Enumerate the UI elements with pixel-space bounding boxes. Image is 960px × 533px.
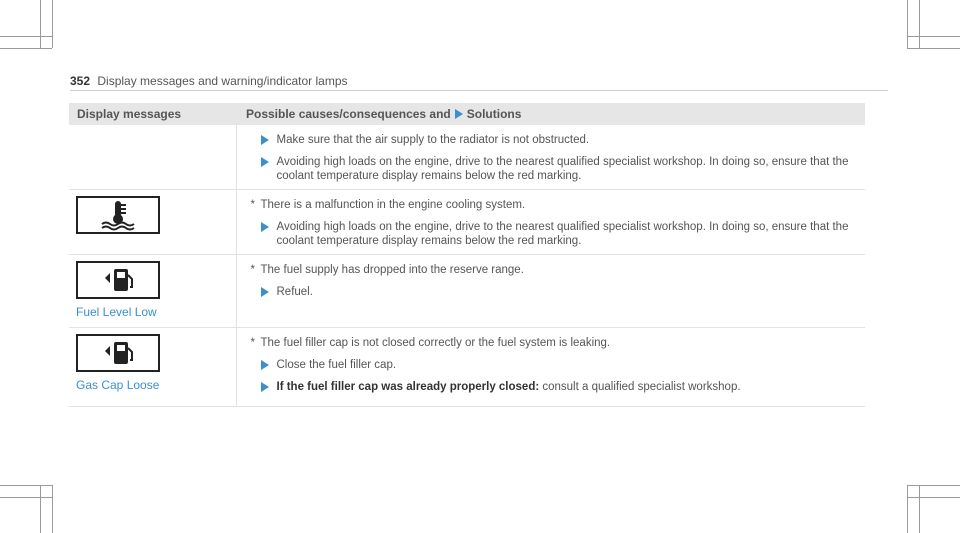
crop-mark	[40, 0, 41, 48]
crop-mark	[907, 485, 960, 486]
crop-mark	[907, 497, 960, 498]
solution-arrow-icon	[261, 157, 269, 167]
solution-step-text: Avoiding high loads on the engine, drive to the nearest qualified specialist workshop. In doing so, ensure that the coolant temperature display remains below the red marking.	[276, 156, 849, 182]
crop-mark	[919, 0, 920, 48]
asterisk-marker: *	[250, 337, 255, 349]
display-message-label: Fuel Level Low	[76, 305, 157, 319]
column-header-causes-solutions	[236, 103, 865, 125]
crop-mark	[0, 497, 52, 498]
crop-mark	[919, 485, 920, 533]
cause-label: There is a malfunction in the engine cooling system.	[260, 199, 526, 211]
solution-step	[247, 380, 858, 394]
column-header-display-messages	[69, 103, 236, 125]
table-row	[69, 125, 865, 190]
page-title: Display messages and warning/indicator lamps	[97, 74, 348, 88]
column-header-label: Solutions	[466, 107, 522, 121]
solution-cell	[236, 328, 865, 407]
display-message-label: Gas Cap Loose	[76, 378, 160, 392]
display-messages-table	[69, 103, 865, 407]
table-row	[69, 328, 865, 407]
solution-arrow-icon	[261, 382, 269, 392]
crop-mark	[40, 485, 41, 533]
cause-text	[247, 198, 858, 212]
solution-step-text: Close the fuel filler cap.	[276, 359, 397, 371]
page-header	[70, 74, 348, 88]
solution-step-text: Avoiding high loads on the engine, drive to the nearest qualified specialist workshop. In doing so, ensure that the coolant temperature display remains below the red marking.	[276, 221, 849, 247]
table-row	[69, 255, 865, 328]
display-cell	[69, 125, 236, 190]
crop-mark	[0, 48, 52, 49]
crop-mark	[52, 485, 53, 533]
solution-step-text	[277, 380, 858, 394]
solution-arrow-icon	[261, 360, 269, 370]
crop-mark	[907, 0, 908, 48]
condition-text: If the fuel filler cap was already properly closed:	[276, 381, 540, 393]
solution-cell	[236, 125, 865, 190]
solution-cell	[236, 255, 865, 328]
display-cell	[69, 255, 236, 328]
column-header-label: Display messages	[77, 107, 182, 121]
solution-cell	[236, 190, 865, 255]
display-cell	[69, 328, 236, 407]
solution-arrow-icon	[261, 222, 269, 232]
crop-mark	[0, 36, 52, 37]
solution-step	[247, 220, 858, 248]
solution-step	[247, 358, 858, 372]
header-divider	[70, 90, 888, 91]
solution-arrow-icon	[261, 287, 269, 297]
table-header-row	[69, 103, 865, 125]
crop-mark	[907, 48, 960, 49]
column-header-label: Possible causes/consequences and	[246, 107, 451, 121]
cause-label: The fuel supply has dropped into the reserve range.	[260, 264, 524, 276]
cause-label: The fuel filler cap is not closed correctly or the fuel system is leaking.	[260, 337, 611, 349]
crop-mark	[0, 485, 52, 486]
fuel-pump-icon	[76, 334, 160, 372]
solution-step-text: Make sure that the air supply to the radiator is not obstructed.	[276, 134, 590, 146]
cause-text	[247, 263, 858, 277]
crop-mark	[907, 485, 908, 533]
step-rest-text: consult a qualified specialist workshop.	[539, 381, 741, 393]
solution-step	[247, 285, 858, 299]
solution-arrow-icon	[455, 109, 463, 119]
solution-step	[247, 133, 858, 147]
asterisk-marker: *	[250, 199, 255, 211]
solution-arrow-icon	[261, 135, 269, 145]
solution-step	[247, 155, 858, 183]
crop-mark	[907, 36, 960, 37]
asterisk-marker: *	[250, 264, 255, 276]
display-cell	[69, 190, 236, 255]
cause-text	[247, 336, 858, 350]
page-number: 352	[70, 74, 91, 88]
fuel-pump-icon	[76, 261, 160, 299]
table-row	[69, 190, 865, 255]
coolant-temperature-icon	[76, 196, 160, 234]
solution-step-text: Refuel.	[276, 286, 313, 298]
crop-mark	[52, 0, 53, 48]
